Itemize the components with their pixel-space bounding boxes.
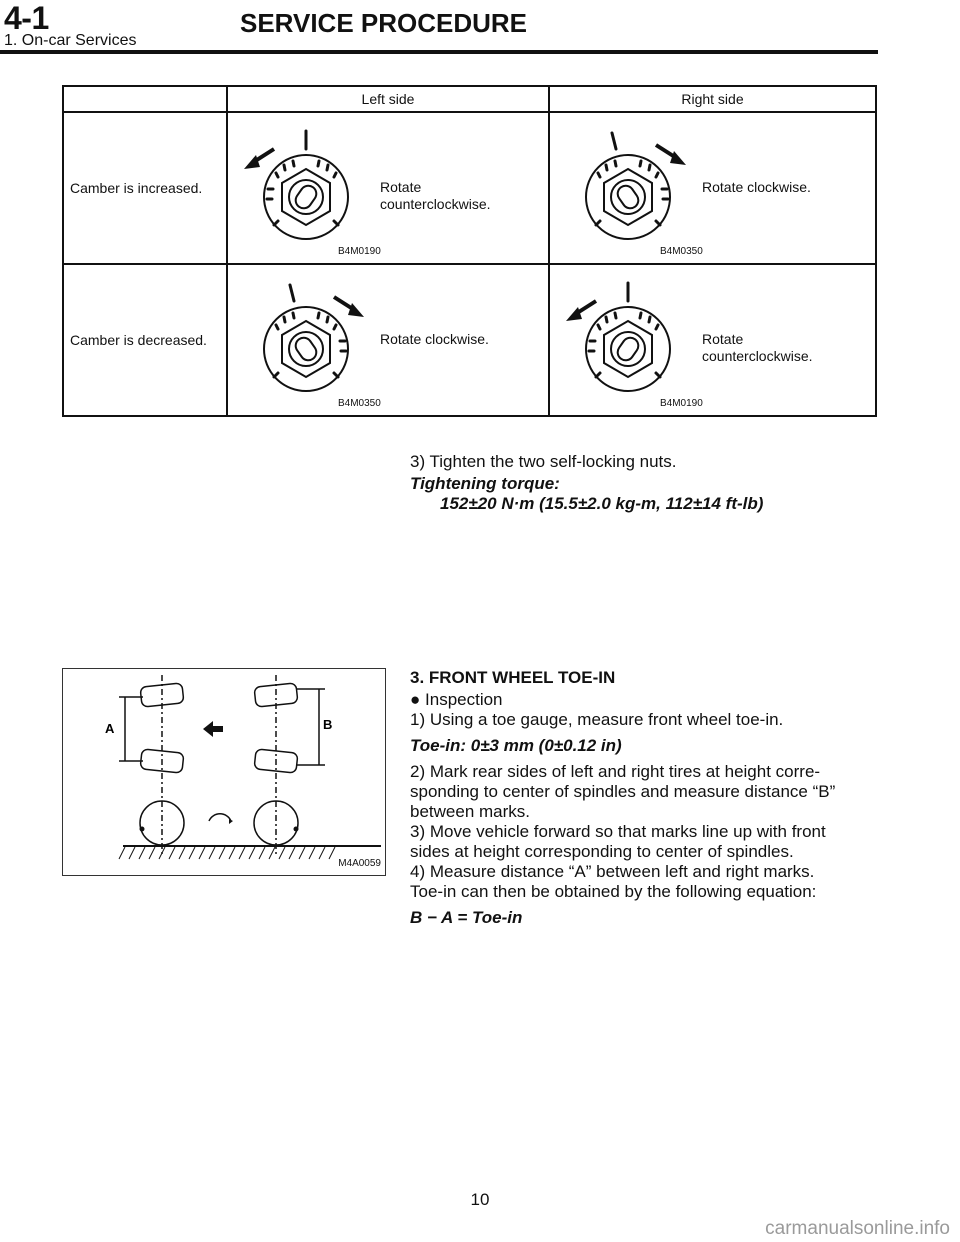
dimension-label-a: A [105, 721, 115, 736]
table-cell [549, 112, 876, 264]
section-heading: 3. FRONT WHEEL TOE-IN [410, 668, 616, 687]
torque-label: Tightening torque: [410, 474, 560, 493]
instruction-text: Rotate counterclockwise. [380, 179, 491, 212]
toe-step-2-line3: between marks. [410, 802, 530, 821]
torque-value: 152±20 N·m (15.5±2.0 kg-m, 112±14 ft-lb) [440, 494, 764, 513]
row-label: Camber is increased. [63, 112, 227, 264]
table-cell [549, 264, 876, 416]
toe-step-2-line1: 2) Mark rear sides of left and right tires at height corre- [410, 762, 821, 781]
toe-step-4-line1: 4) Measure distance “A” between left and right marks. [410, 862, 815, 881]
column-header-left: Left side [227, 86, 549, 112]
toe-in-figure [62, 668, 386, 876]
instruction-text: Rotate clockwise. [702, 179, 811, 195]
table-cell [227, 112, 549, 264]
figure-code: B4M0350 [660, 246, 703, 257]
toe-in-equation: B − A = Toe-in [410, 908, 523, 927]
toe-step-4-line2: Toe-in can then be obtained by the following equation: [410, 882, 817, 901]
column-header-right: Right side [549, 86, 876, 112]
header-blank [63, 86, 227, 112]
table-header-row [63, 86, 876, 112]
figure-code: B4M0190 [338, 246, 381, 257]
toe-step-3-line2: sides at height corresponding to center of spindles. [410, 842, 794, 861]
toe-in-spec: Toe-in: 0±3 mm (0±0.12 in) [410, 736, 622, 755]
dimension-label-b: B [323, 717, 333, 732]
figure-code: B4M0190 [660, 398, 703, 409]
instruction-text: Rotate clockwise. [380, 331, 489, 347]
step-tighten-nuts: 3) Tighten the two self-locking nuts. [410, 452, 677, 471]
toe-in-diagram [63, 669, 385, 875]
section-code: 4-1 [4, 0, 49, 36]
watermark: carmanualsonline.info [765, 1218, 950, 1239]
row-label: Camber is decreased. [63, 264, 227, 416]
instruction-text: Rotate counterclockwise. [702, 331, 813, 364]
dial-ccw-illustration [556, 281, 696, 401]
camber-adjustment-table [62, 85, 877, 417]
toe-step-1: 1) Using a toe gauge, measure front wheel toe-in. [410, 710, 784, 729]
bullet-icon: ● [410, 690, 421, 709]
toe-step-3-line1: 3) Move vehicle forward so that marks line up with front [410, 822, 826, 841]
inspection-bullet [410, 690, 503, 710]
table-row [63, 264, 876, 416]
figure-code: M4A0059 [338, 858, 381, 869]
page-title: SERVICE PROCEDURE [240, 8, 528, 38]
section-subtitle: 1. On-car Services [4, 32, 137, 49]
page-number: 10 [470, 1190, 490, 1209]
dial-ccw-illustration [234, 129, 374, 249]
toe-step-2-line2: sponding to center of spindles and measure distance “B” [410, 782, 836, 801]
figure-code: B4M0350 [338, 398, 381, 409]
bullet-label: Inspection [425, 690, 503, 709]
table-cell [227, 264, 549, 416]
table-row [63, 112, 876, 264]
dial-cw-illustration [556, 129, 696, 249]
dial-cw-illustration [234, 281, 374, 401]
header-rule [0, 50, 878, 54]
